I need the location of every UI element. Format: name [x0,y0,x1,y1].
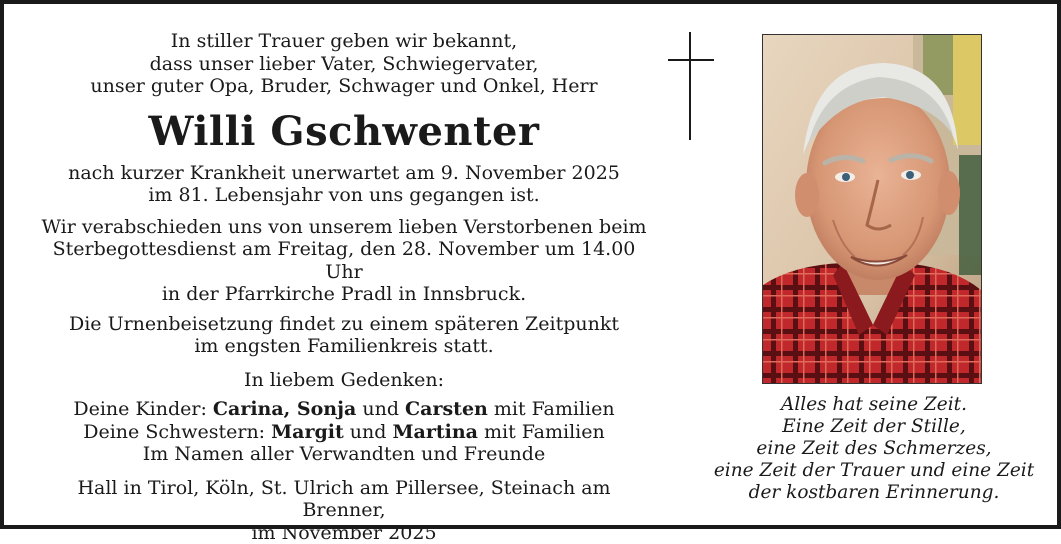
deceased-name: Willi Gschwenter [34,108,654,156]
sisters-line: Deine Schwestern: Margit und Martina mit Familien [34,421,654,444]
quote-line: eine Zeit der Trauer und eine Zeit [694,460,1054,482]
children-names-1: Carina, Sonja [213,398,356,420]
date-line: im November 2025 [34,522,654,544]
memorial-quote [694,394,1054,504]
urn-line: Die Urnenbeisetzung findet zu einem späteren Zeitpunkt [34,313,654,336]
service-line: Wir verabschieden uns von unserem lieben Verstorbenen beim [34,216,654,239]
intro-line: unser guter Opa, Bruder, Schwager und Onkel, Herr [34,75,654,98]
quote-line: eine Zeit des Schmerzes, [694,438,1054,460]
sister-name-2: Martina [392,421,477,443]
service-line: in der Pfarrkirche Pradl in Innsbruck. [34,283,654,306]
children-line: Deine Kinder: Carina, Sonja und Carsten mit Familien [34,398,654,421]
places-line: Hall in Tirol, Köln, St. Ulrich am Pillersee, Steinach am Brenner, [34,477,654,522]
intro-line: dass unser lieber Vater, Schwiegervater, [34,53,654,76]
death-line: nach kurzer Krankheit unerwartet am 9. November 2025 [34,162,654,185]
memory-heading: In liebem Gedenken: [34,369,654,392]
quote-line: Eine Zeit der Stille, [694,416,1054,438]
intro-line: In stiller Trauer geben wir bekannt, [34,30,654,53]
portrait-photo [762,34,982,384]
notice-text [34,30,654,544]
death-line: im 81. Lebensjahr von uns gegangen ist. [34,184,654,207]
service-line: Sterbegottesdienst am Freitag, den 28. November um 14.00 Uhr [34,238,654,283]
quote-line: der kostbaren Erinnerung. [694,482,1054,504]
quote-line: Alles hat seine Zeit. [694,394,1054,416]
urn-line: im engsten Familienkreis statt. [34,335,654,358]
portrait-image [763,35,981,383]
cross-icon [668,32,714,140]
relatives-line: Im Namen aller Verwandten und Freunde [34,443,654,466]
children-names-2: Carsten [405,398,488,420]
sister-name-1: Margit [271,421,344,443]
